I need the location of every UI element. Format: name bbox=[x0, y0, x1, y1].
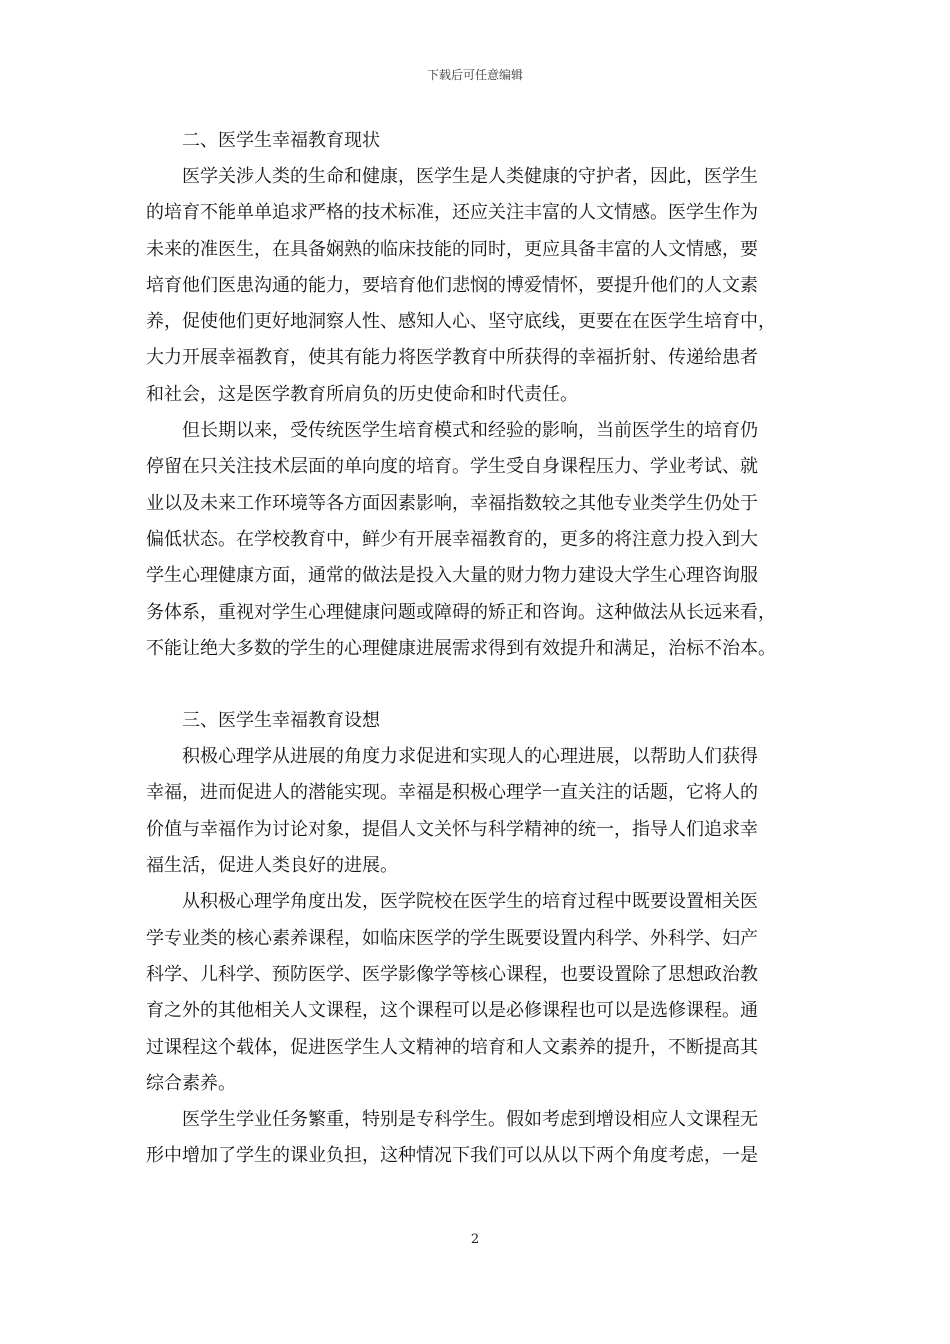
text-line: 科学、儿科学、预防医学、医学影像学等核心课程，也要设置除了思想政治教 bbox=[146, 963, 758, 985]
text-line: 和社会，这是医学教育所肩负的历史使命和时代责任。 bbox=[146, 383, 578, 405]
paragraph bbox=[146, 739, 806, 884]
text-line: 未来的准医生，在具备娴熟的临床技能的同时，更应具备丰富的人文情感，要 bbox=[146, 238, 758, 260]
text-line: 但长期以来，受传统医学生培育模式和经验的影响，当前医学生的培育仍 bbox=[182, 420, 758, 442]
text-line: 偏低状态。在学校教育中，鲜少有开展幸福教育的，更多的将注意力投入到大 bbox=[146, 528, 758, 550]
text-line: 过课程这个载体，促进医学生人文精神的培育和人文素养的提升，不断提高其 bbox=[146, 1036, 758, 1058]
section-heading-vision: 三、医学生幸福教育设想 bbox=[182, 710, 380, 732]
text-line: 福生活，促进人类良好的进展。 bbox=[146, 855, 398, 877]
text-line: 的培育不能单单追求严格的技术标准，还应关注丰富的人文情感。医学生作为 bbox=[146, 202, 758, 224]
paragraph bbox=[146, 413, 806, 667]
paragraph bbox=[146, 1102, 806, 1175]
text-line: 形中增加了学生的课业负担，这种情况下我们可以从以下两个角度考虑，一是 bbox=[146, 1145, 758, 1167]
text-line: 综合素养。 bbox=[146, 1072, 236, 1094]
paragraph bbox=[146, 159, 806, 413]
text-line: 业以及未来工作环境等各方面因素影响，幸福指数较之其他专业类学生仍处于 bbox=[146, 492, 758, 514]
text-line: 价值与幸福作为讨论对象，提倡人文关怀与科学精神的统一，指导人们追求幸 bbox=[146, 818, 758, 840]
text-line: 学生心理健康方面，通常的做法是投入大量的财力物力建设大学生心理咨询服 bbox=[146, 565, 758, 587]
text-line: 积极心理学从进展的角度力求促进和实现人的心理进展，以帮助人们获得 bbox=[182, 746, 758, 768]
text-line: 不能让绝大多数的学生的心理健康进展需求得到有效提升和满足，治标不治本。 bbox=[146, 637, 776, 659]
text-line: 医学生学业任务繁重，特别是专科学生。假如考虑到增设相应人文课程无 bbox=[182, 1109, 758, 1131]
text-line: 从积极心理学角度出发，医学院校在医学生的培育过程中既要设置相关医 bbox=[182, 891, 758, 913]
page-number: 2 bbox=[470, 1232, 480, 1247]
text-line: 停留在只关注技术层面的单向度的培育。学生受自身课程压力、学业考试、就 bbox=[146, 456, 758, 478]
text-line: 养，促使他们更好地洞察人性、感知人心、坚守底线，更要在在医学生培育中， bbox=[146, 311, 776, 333]
text-line: 培育他们医患沟通的能力，要培育他们悲悯的博爱情怀，要提升他们的人文素 bbox=[146, 274, 758, 296]
paragraph bbox=[146, 884, 806, 1102]
text-line: 育之外的其他相关人文课程，这个课程可以是必修课程也可以是选修课程。通 bbox=[146, 1000, 758, 1022]
text-line: 医学关涉人类的生命和健康，医学生是人类健康的守护者，因此，医学生 bbox=[182, 166, 758, 187]
text-line: 务体系，重视对学生心理健康问题或障碍的矫正和咨询。这种做法从长远来看， bbox=[146, 601, 776, 623]
text-line: 学专业类的核心素养课程，如临床医学的学生既要设置内科学、外科学、妇产 bbox=[146, 927, 758, 949]
section-spacer bbox=[146, 667, 806, 703]
page-header: 下载后可任意编辑 bbox=[426, 68, 523, 82]
text-line: 幸福，进而促进人的潜能实现。幸福是积极心理学一直关注的话题，它将人的 bbox=[146, 782, 758, 804]
section-heading-current-status: 二、医学生幸福教育现状 bbox=[182, 130, 380, 151]
text-line: 大力开展幸福教育，使其有能力将医学教育中所获得的幸福折射、传递给患者 bbox=[146, 347, 758, 369]
document-body bbox=[146, 123, 806, 1175]
